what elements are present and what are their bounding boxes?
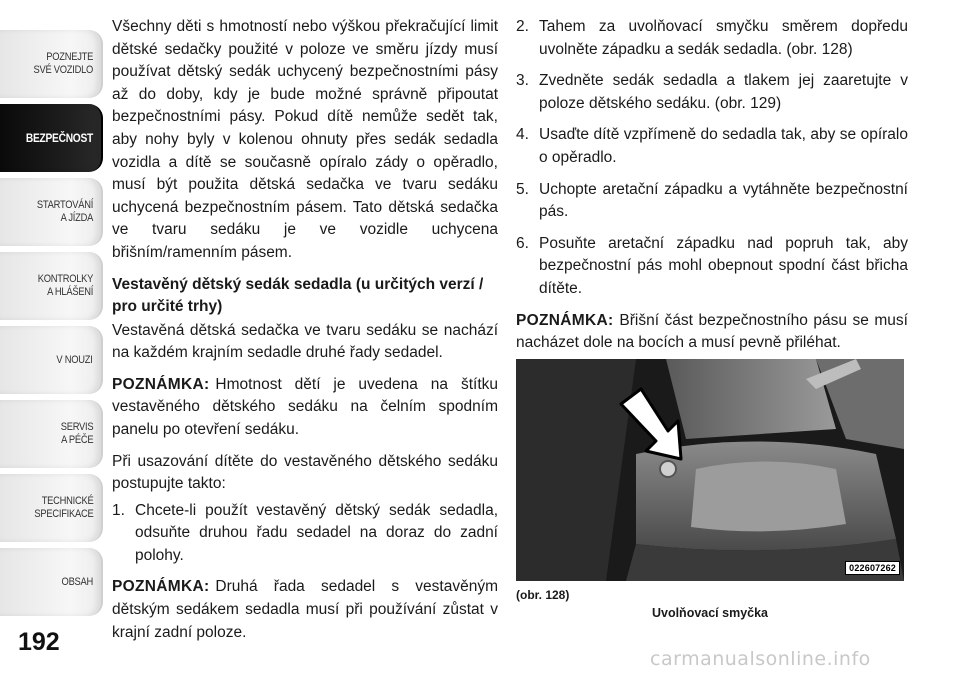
seat-photo <box>516 359 904 581</box>
tab-v-nouzi[interactable] <box>0 326 103 394</box>
note-label: POZNÁMKA: <box>516 311 614 329</box>
step-text: Usaďte dítě vzpřímeně do sedadla tak, aby se opíralo o opěradlo. <box>539 126 908 166</box>
tab-bezpecnost[interactable] <box>0 104 103 172</box>
tab-obsah[interactable] <box>0 548 103 616</box>
step-list <box>112 500 498 568</box>
step-item <box>516 16 908 61</box>
tab-label: STARTOVÁNÍ A JÍZDA <box>36 199 93 224</box>
note-paragraph <box>112 374 498 442</box>
tab-servis-a-pece[interactable] <box>0 400 103 468</box>
chapter-tabs <box>0 30 103 622</box>
step-number: 1. <box>112 501 125 519</box>
left-column <box>112 16 498 653</box>
section-text: Vestavěná dětská sedačka ve tvaru sedáku se nachází na každém krajním sedadle druhé řady sedadel. <box>112 321 498 362</box>
step-item <box>112 500 498 568</box>
figure-code: 022607262 <box>845 561 900 575</box>
step-item <box>516 233 908 301</box>
intro-paragraph: Všechny děti s hmotností nebo výškou překračující limit dětské sedačky použité v poloze ve směru jízdy musí používat dětský sedák uchycený bezpečnostními pásy až do doby, kdy je bude možné správně připoutat bezpečnostními pásy. Pokud dítě nemůže sedět tak, aby nohy byly v kolenou ohnuty přes sedák sedadla vozidla a dítě se současně opíralo zády o opěradlo, musí být použita dětská sedačka ve tvaru sedáku uchycená bezpečnostním pásem. Tato dětská sedačka ve tvaru sedáku je ve vozidle uchycena břišním/ramenním pásem. <box>112 18 498 261</box>
step-item <box>516 179 908 224</box>
tab-label: KONTROLKY A HLÁŠENÍ <box>37 273 93 298</box>
step-text: Chcete-li použít vestavěný dětský sedák sedadla, odsuňte druhou řadu sedadel na doraz do zadní polohy. <box>135 501 498 564</box>
tab-label: BEZPEČNOST <box>25 130 93 145</box>
section-heading: Vestavěný dětský sedák sedadla (u určitých verzí / pro určité trhy) <box>112 275 484 315</box>
note-label: POZNÁMKA: <box>112 375 210 393</box>
step-item <box>516 124 908 169</box>
tab-poznejte-sve-vozidlo[interactable] <box>0 30 103 98</box>
step-text: Uchopte aretační západku a vytáhněte bezpečnostní pás. <box>539 180 908 221</box>
tab-technicke-specifikace[interactable] <box>0 474 103 542</box>
tab-kontrolky-a-hlaseni[interactable] <box>0 252 103 320</box>
tab-label: OBSAH <box>61 575 93 588</box>
seat-illustration <box>516 359 904 581</box>
figure-caption: Uvolňovací smyčka <box>651 606 769 620</box>
page-number: 192 <box>18 628 60 656</box>
note-text: Břišní část bezpečnostního pásu se musí nacházet dole na bocích a musí pevně přiléhat. <box>516 311 908 352</box>
tab-label: TECHNICKÉ SPECIFIKACE <box>33 495 93 520</box>
note-paragraph <box>516 310 908 355</box>
step-number: 3. <box>516 72 529 90</box>
step-text: Posuňte aretační západku nad popruh tak, aby bezpečnostní pás mohl obepnout spodní část břicha dítěte. <box>539 234 908 297</box>
right-column <box>516 16 908 364</box>
step-list <box>516 16 908 301</box>
figure-reference: (obr. 128) <box>516 588 570 602</box>
step-number: 6. <box>516 234 529 252</box>
step-number: 2. <box>516 18 529 35</box>
tab-label: POZNEJTE SVÉ VOZIDLO <box>33 51 93 76</box>
note-label: POZNÁMKA: <box>112 578 210 596</box>
step-number: 4. <box>516 126 529 144</box>
note-text: Druhá řada sedadel s vestavěným dětským sedákem sedadla musí při používání zůstat v krajní zadní poloze. <box>112 578 498 641</box>
tab-startovani-a-jizda[interactable] <box>0 178 103 246</box>
tab-label: V NOUZI <box>56 353 93 366</box>
step-text: Zvedněte sedák sedadla a tlakem jej zaaretujte v poloze dětského sedáku. (obr. 129) <box>539 72 908 112</box>
note-paragraph <box>112 576 498 644</box>
note-text: Hmotnost dětí je uvedena na štítku vestavěného dětského sedáku na čelním spodním panelu po otevření sedáku. <box>112 375 498 438</box>
step-item <box>516 70 908 115</box>
step-number: 5. <box>516 180 529 198</box>
step-text: Tahem za uvolňovací smyčku směrem dopředu uvolněte západku a sedák sedadla. (obr. 128) <box>539 18 908 58</box>
usage-paragraph: Při usazování dítěte do vestavěného dětského sedáku postupujte takto: <box>112 452 498 493</box>
tab-label: SERVIS A PÉČE <box>60 421 93 446</box>
watermark: carmanualsonline.info <box>650 648 871 670</box>
